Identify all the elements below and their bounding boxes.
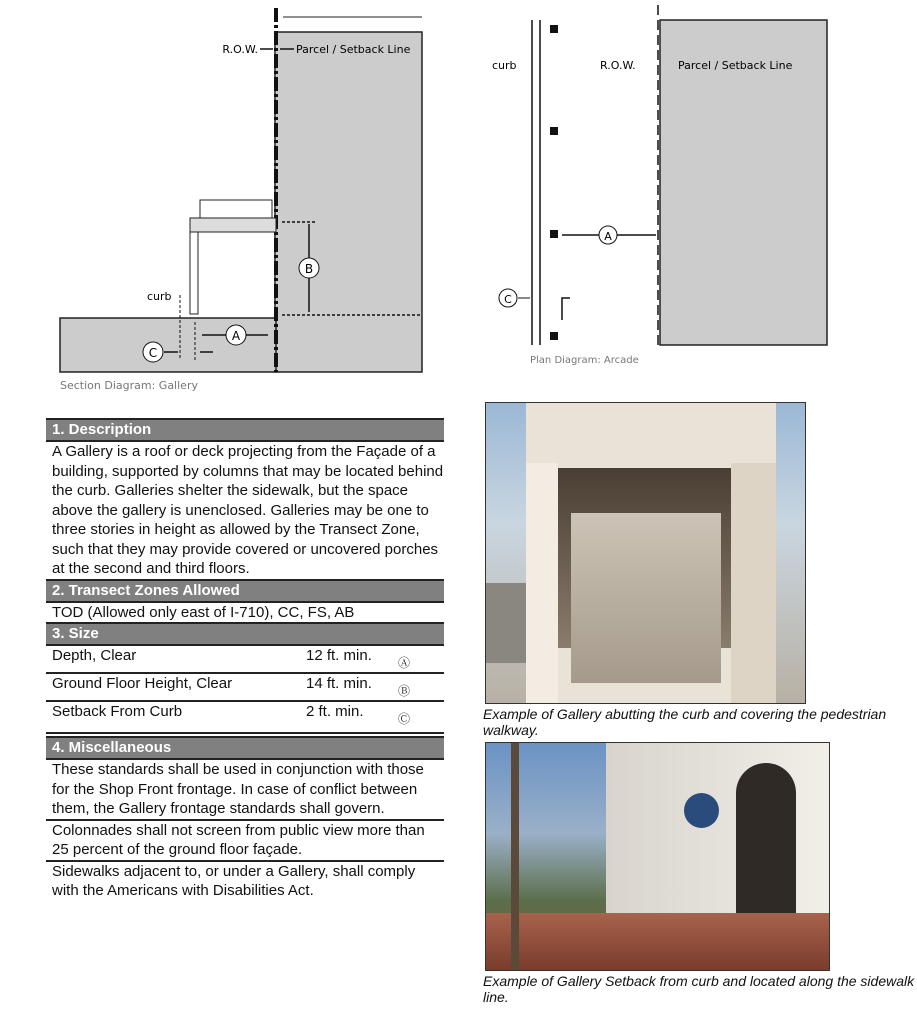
- photo-caption: Example of Gallery Setback from curb and located along the sidewalk line.: [483, 973, 915, 1005]
- size-label: Ground Floor Height, Clear: [52, 675, 233, 692]
- size-marker: Ⓒ: [398, 712, 411, 726]
- size-label: Setback From Curb: [52, 703, 183, 720]
- section-diagram-gallery: [40, 0, 440, 400]
- size-label: Depth, Clear: [52, 647, 137, 664]
- size-value: 12 ft. min.: [306, 647, 372, 664]
- marker-a: A: [231, 329, 241, 343]
- curb-label: curb: [147, 290, 172, 303]
- standards-table: [46, 418, 444, 901]
- size-row: [46, 646, 444, 674]
- misc-heading: 4. Miscellaneous: [46, 736, 444, 760]
- misc-paragraph: Sidewalks adjacent to, or under a Gallery, shall comply with the Americans with Disabilities Act.: [46, 860, 444, 901]
- zones-text: TOD (Allowed only east of I-710), CC, FS, AB: [52, 603, 355, 621]
- plan-curb-label: curb: [492, 59, 517, 72]
- plan-parcel-label: Parcel / Setback Line: [678, 59, 793, 72]
- plan-row-label: R.O.W.: [600, 59, 636, 72]
- size-marker: Ⓐ: [398, 656, 411, 670]
- gallery-photo-setback: [485, 742, 830, 971]
- parcel-label: Parcel / Setback Line: [296, 43, 411, 56]
- gallery-photo-curb: [485, 402, 806, 704]
- row-label: R.O.W.: [222, 43, 258, 56]
- size-heading: 3. Size: [46, 622, 444, 646]
- plan-diagram-arcade: [480, 0, 840, 380]
- size-row: [46, 674, 444, 702]
- misc-paragraph: These standards shall be used in conjunction with those for the Shop Front frontage. In case of conflict between them, the Gallery frontage standards shall govern.: [52, 761, 424, 817]
- misc-paragraph: Colonnades shall not screen from public view more than 25 percent of the ground floor façade.: [46, 819, 444, 860]
- plan-marker-c: C: [504, 293, 512, 306]
- marker-b: B: [304, 262, 314, 276]
- plan-marker-a: A: [604, 230, 612, 243]
- description-text: A Gallery is a roof or deck projecting from the Façade of a building, supported by columns that may be located behind the curb. Galleries shelter the sidewalk, but the space above the gallery is unenclosed. Galleries may be one to three stories in height as allowed by the Transect Zone, such that they may provide covered or uncovered porches at the second and third floors.: [52, 443, 444, 577]
- zones-heading: 2. Transect Zones Allowed: [46, 579, 444, 603]
- description-heading: 1. Description: [46, 418, 444, 442]
- photo-caption: Example of Gallery abutting the curb and covering the pedestrian walkway.: [483, 706, 887, 738]
- plan-caption: Plan Diagram: Arcade: [530, 355, 639, 366]
- size-value: 14 ft. min.: [306, 675, 372, 692]
- size-value: 2 ft. min.: [306, 703, 364, 720]
- size-row: [46, 702, 444, 734]
- size-marker: Ⓑ: [398, 684, 411, 698]
- marker-c: C: [148, 346, 158, 360]
- section-caption: Section Diagram: Gallery: [60, 379, 198, 392]
